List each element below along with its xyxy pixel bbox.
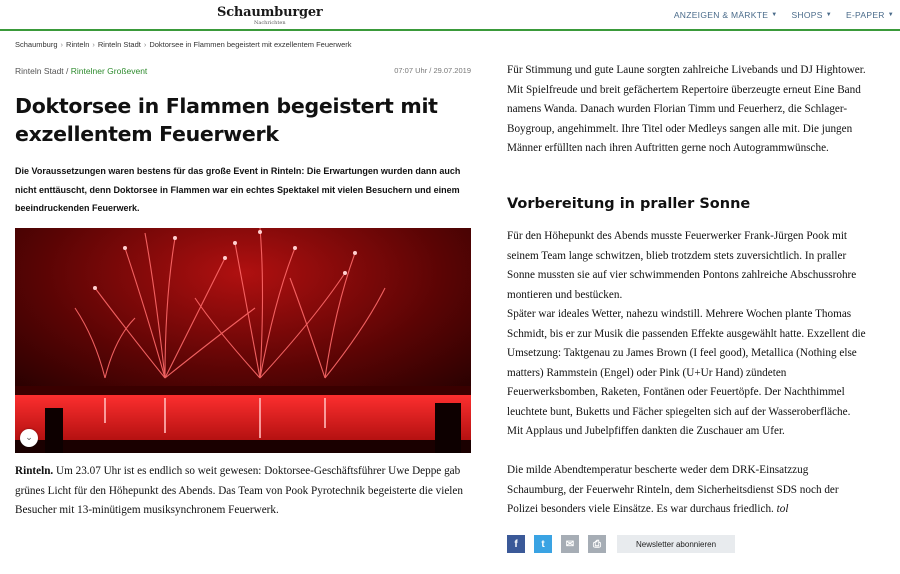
caret-down-icon: ▼ bbox=[887, 12, 894, 18]
top-header bbox=[0, 0, 900, 31]
email-icon: ✉ bbox=[565, 538, 575, 550]
article-date: 29.07.2019 bbox=[433, 66, 471, 75]
fireworks-image bbox=[15, 228, 471, 453]
twitter-share-button[interactable] bbox=[534, 535, 552, 553]
article-headline: Doktorsee in Flammen begeistert mit exzellentem Feuerwerk bbox=[15, 94, 438, 146]
intro-text: Um 23.07 Uhr ist es endlich so weit gewesen: Doktorsee-Geschäftsführer Uwe Deppe gab grünes Licht für den Höhepunkt des Abends. Das Team von Pook Pyrotechnik begeisterte die vielen Besucher mit 13-minütigem musiksynchronem Feuerwerk. bbox=[15, 465, 463, 516]
nav-anzeigen-label: ANZEIGEN & MÄRKTE bbox=[673, 10, 769, 20]
author-initials: tol bbox=[776, 503, 789, 515]
paragraph-1: Für Stimmung und gute Laune sorgten zahlreiche Livebands und DJ Hightower. Mit Spielfreude und breit gefächertem Repertoire überzeugte erneut Eine Band namens Wanda. Danach wurden Florian Timm und Feuerherz, die Schlager-Boygroup, angehimmelt. Ihre Titel oder Medleys sangen alle mit. Die jungen Männer erfüllten nach ihren Auftritten gerne noch Autogrammwünsche. bbox=[507, 64, 866, 154]
breadcrumb-separator: › bbox=[143, 40, 147, 49]
nav-epaper-label: E-PAPER bbox=[845, 10, 885, 20]
caret-down-icon: ▼ bbox=[825, 12, 832, 18]
paragraph-4 bbox=[507, 461, 869, 520]
print-icon: ⎙ bbox=[593, 538, 601, 550]
article-meta bbox=[15, 66, 471, 76]
breadcrumb-rinteln-stadt[interactable]: Rinteln Stadt bbox=[97, 40, 141, 49]
article-lead: Die Voraussetzungen waren bestens für das große Event in Rinteln: Die Erwartungen wurden dann auch nicht enttäuscht, denn Doktorsee in Flammen war ein echtes Spektakel mit vielen Besuchern und einem beeindruckenden Feuerwerk. bbox=[15, 166, 461, 213]
twitter-icon: t bbox=[541, 538, 545, 550]
nav-shops[interactable] bbox=[791, 10, 832, 20]
site-logo[interactable] bbox=[217, 6, 323, 26]
category-link[interactable]: Rinteln Stadt bbox=[15, 66, 64, 76]
nav-epaper[interactable] bbox=[846, 10, 894, 20]
facebook-icon: f bbox=[514, 538, 518, 550]
newsletter-subscribe-button[interactable]: Newsletter abonnieren bbox=[617, 535, 735, 553]
facebook-share-button[interactable] bbox=[507, 535, 525, 553]
article-intro bbox=[15, 462, 485, 521]
nav-shops-label: SHOPS bbox=[791, 10, 823, 20]
caret-down-icon: ▼ bbox=[771, 12, 778, 18]
breadcrumb-schaumburg[interactable]: Schaumburg bbox=[15, 40, 58, 49]
article-subheading: Vorbereitung in praller Sonne bbox=[507, 196, 751, 212]
breadcrumb-separator: › bbox=[92, 40, 95, 49]
paragraph-2: Für den Höhepunkt des Abends musste Feuerwerker Frank-Jürgen Pook mit seinem Team lange schwitzen, blieb trotzdem stets zuversichtlich. In praller Sonne mussten sie auf vier schwimmenden Pontons zahlreiche Abschussrohre montieren und bestücken. bbox=[507, 230, 857, 301]
top-navigation bbox=[674, 10, 894, 20]
logo-main-text: Schaumburger bbox=[217, 5, 323, 20]
article-datetime: 07:07 Uhr / 29.07.2019 bbox=[394, 66, 471, 75]
chevron-down-icon[interactable]: ⌄ bbox=[20, 429, 38, 447]
article-time: 07:07 Uhr bbox=[394, 66, 428, 75]
logo-sub-text: Nachrichten bbox=[254, 20, 286, 26]
email-share-button[interactable] bbox=[561, 535, 579, 553]
paragraph-4-text: Die milde Abendtemperatur bescherte weder dem DRK-Einsatzzug Schaumburg, der Feuerwehr Rinteln, dem Sicherheitsdienst SDS noch der Polizei besonders viele Einsätze. Es war durchaus friedlich. bbox=[507, 464, 839, 515]
breadcrumb-separator: › bbox=[60, 40, 64, 49]
breadcrumb-current: Doktorsee in Flammen begeistert mit exzellentem Feuerwerk bbox=[149, 40, 352, 49]
print-button[interactable] bbox=[588, 535, 606, 553]
topic-tag[interactable]: Rintelner Großevent bbox=[70, 66, 148, 76]
intro-place: Rinteln. bbox=[15, 465, 54, 477]
article-category: Rinteln Stadt / Rintelner Großevent bbox=[15, 66, 148, 76]
nav-anzeigen[interactable] bbox=[674, 10, 778, 20]
breadcrumb bbox=[15, 40, 352, 49]
paragraph-3: Später war ideales Wetter, nahezu windstill. Mehrere Wochen plante Thomas Schmidt, bis er zur Musik die passenden Effekte ausgewählt hatte. Exzellent die Umsetzung: Taktgenau zu James Brown (I feel good), Metallica (Nothing else matters) Rammstein (Engel) oder Pink (U+Ur Hand) zündeten Feuerwerksbomben, Raketen, Fontänen oder Feuertöpfe. Der Nachthimmel leuchtete bunt, Buketts und Fächer spiegelten sich auf der Wasseroberfläche. Mit Applaus und Jubelpfiffen dankten die Zuschauer am Ufer. bbox=[507, 308, 866, 437]
article-photo[interactable] bbox=[15, 228, 471, 453]
breadcrumb-rinteln[interactable]: Rinteln bbox=[66, 40, 90, 49]
share-bar bbox=[507, 535, 735, 553]
